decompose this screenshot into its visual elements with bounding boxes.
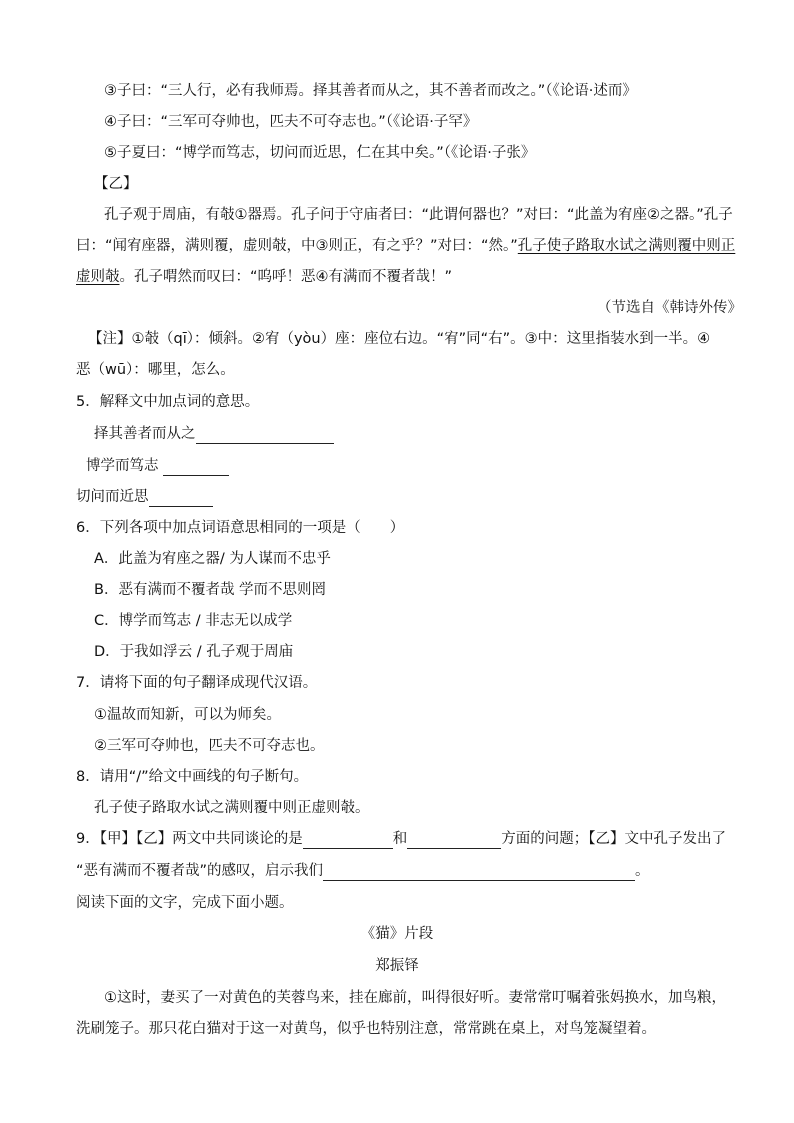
- quote-4: ④子曰：“三军可夺帅也，匹夫不可夺志也。”（《论语·子罕》: [104, 114, 478, 130]
- question-7-sentence-2: ②三军可夺帅也，匹夫不可夺志也。: [94, 738, 325, 754]
- answer-blank[interactable]: [407, 832, 501, 849]
- question-9-line2: [76, 861, 650, 881]
- question-7-title: 7．请将下面的句子翻译成现代汉语。: [76, 675, 318, 691]
- question-5-item-c: [76, 487, 213, 507]
- question-6-option-c[interactable]: C．博学而笃志 / 非志无以成学: [94, 613, 293, 629]
- yi-text: 。孔子喟然而叹曰：“呜呼！恶④有满而不覆者哉！”: [119, 269, 453, 285]
- q9-text: 方面的问题；【乙】文中孔子发出了: [501, 831, 726, 847]
- q9-text: “恶有满而不覆者哉”的感叹，启示我们: [76, 863, 324, 879]
- answer-blank[interactable]: [149, 490, 213, 507]
- answer-blank[interactable]: [196, 427, 334, 444]
- yi-text: 曰：“闻宥座器，满则覆，虚则攲，中③则正，有之乎？”对曰：“然。”: [76, 238, 518, 254]
- question-7-sentence-1: ①温故而知新，可以为师矣。: [94, 707, 281, 723]
- quote-3: ③子曰：“三人行，必有我师焉。择其善者而从之，其不善者而改之。”（《论语·述而》: [104, 83, 637, 99]
- question-5-item-b: [86, 456, 229, 476]
- question-5-title: 5．解释文中加点词的意思。: [76, 394, 260, 410]
- question-6-option-b[interactable]: B．恶有满而不覆者哉 学而不思则罔: [94, 582, 327, 598]
- question-9-line1: [76, 829, 726, 849]
- q9-text: 。: [635, 863, 650, 879]
- question-6-option-a[interactable]: A．此盖为宥座之器/ 为人谋而不忠乎: [94, 551, 331, 567]
- reading-paragraph-line1: ①这时，妻买了一对黄色的芙蓉鸟来，挂在廊前，叫得很好听。妻常常叮嘱着张妈换水，加鸟粮，: [104, 990, 726, 1006]
- yi-source: （节选自《韩诗外传》: [597, 300, 742, 316]
- yi-paragraph-line1: 孔子观于周庙，有攲①器焉。孔子问于守庙者曰：“此谓何器也？”对曰：“此盖为宥座②之器。”孔子: [104, 207, 733, 223]
- reading-paragraph-line2: 洗刷笼子。那只花白猫对于这一对黄鸟，似乎也特别注意，常常跳在桌上，对鸟笼凝望着。: [76, 1021, 656, 1037]
- quote-5: ⑤子夏曰：“博学而笃志，切问而近思，仁在其中矣。”（《论语·子张》: [104, 145, 536, 161]
- answer-blank[interactable]: [323, 864, 635, 881]
- q9-text: 和: [392, 831, 408, 847]
- q5-phrase: 择其善者而从之: [94, 426, 196, 442]
- reading-intro: 阅读下面的文字，完成下面小题。: [76, 895, 294, 911]
- reading-author: 郑振铎: [375, 958, 419, 974]
- notes-line1: 【注】①攲（qī）：倾斜。②宥（yòu）座：座位右边。“宥”同“右”。③中：这里指装水到一半。④: [88, 331, 711, 347]
- underlined-sentence-part2: 虚则攲: [76, 269, 120, 285]
- q5-phrase: 切问而近思: [76, 489, 149, 505]
- section-yi-heading: 【乙】: [94, 176, 138, 192]
- question-6-option-d[interactable]: D．于我如浮云 / 孔子观于周庙: [94, 644, 294, 660]
- question-6-title: 6．下列各项中加点词语意思相同的一项是（ ）: [76, 520, 405, 536]
- notes-line2: 恶（wū）：哪里，怎么。: [76, 362, 235, 378]
- q5-phrase: 博学而笃志: [86, 458, 159, 474]
- question-8-title: 8．请用“/”给文中画线的句子断句。: [76, 769, 309, 785]
- question-8-sentence: 孔子使子路取水试之满则覆中则正虚则攲。: [94, 800, 370, 816]
- underlined-sentence-part1: 孔子使子路取水试之满则覆中则正: [517, 238, 736, 254]
- q9-text: 9．【甲】【乙】两文中共同谈论的是: [76, 831, 303, 847]
- reading-title: 《猫》片段: [360, 926, 434, 942]
- question-5-item-a: [94, 424, 334, 444]
- answer-blank[interactable]: [163, 459, 229, 476]
- answer-blank[interactable]: [303, 832, 393, 849]
- yi-paragraph-line3: [76, 267, 452, 287]
- yi-paragraph-line2: [76, 236, 735, 256]
